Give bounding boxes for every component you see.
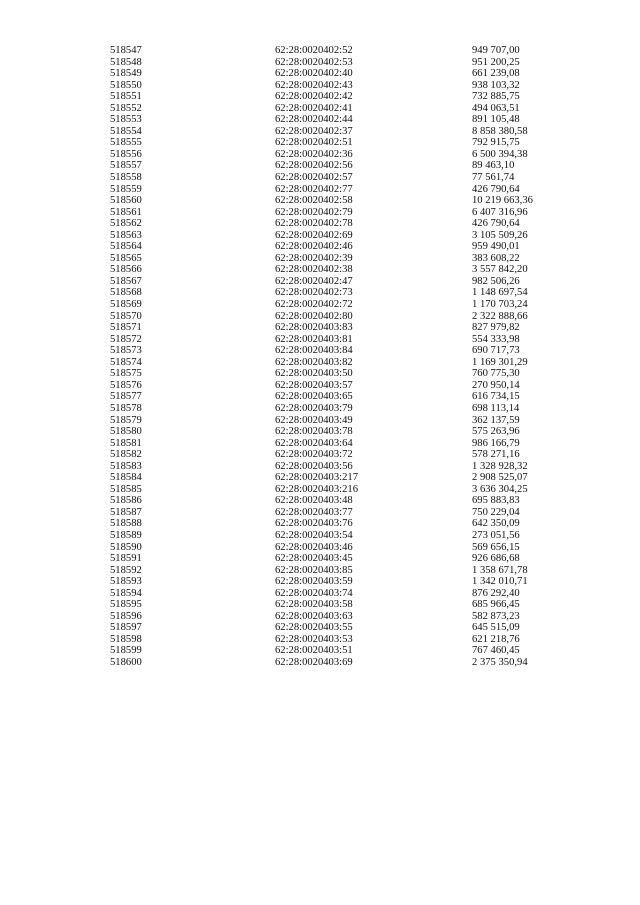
cadastral-number: 62:28:0020402:56 <box>275 160 353 172</box>
table-row <box>110 253 570 265</box>
row-number: 518557 <box>110 160 142 172</box>
cadastral-number: 62:28:0020402:43 <box>275 79 353 91</box>
cadastral-number: 62:28:0020403:216 <box>275 483 358 495</box>
row-number: 518551 <box>110 91 142 103</box>
row-number: 518587 <box>110 506 142 518</box>
cadastral-number: 62:28:0020402:58 <box>275 195 353 207</box>
table-row <box>110 426 570 438</box>
cadastral-number: 62:28:0020403:63 <box>275 610 353 622</box>
cadastral-number: 62:28:0020403:57 <box>275 379 353 391</box>
cadastral-value: 3 557 842,20 <box>472 264 528 276</box>
cadastral-value: 3 636 304,25 <box>472 483 528 495</box>
cadastral-value: 616 734,15 <box>472 391 520 403</box>
cadastral-value: 760 775,30 <box>472 368 520 380</box>
cadastral-value: 959 490,01 <box>472 241 520 253</box>
cadastral-number: 62:28:0020402:47 <box>275 275 353 287</box>
table-row <box>110 322 570 334</box>
table-row <box>110 565 570 577</box>
table-row <box>110 495 570 507</box>
cadastral-number: 62:28:0020403:85 <box>275 564 353 576</box>
row-number: 518555 <box>110 137 142 149</box>
table-row <box>110 126 570 138</box>
table-row <box>110 45 570 57</box>
cadastral-number: 62:28:0020403:74 <box>275 587 353 599</box>
cadastral-value: 951 200,25 <box>472 56 520 68</box>
cadastral-number: 62:28:0020403:54 <box>275 529 353 541</box>
row-number: 518600 <box>110 656 142 668</box>
cadastral-number: 62:28:0020403:84 <box>275 345 353 357</box>
row-number: 518554 <box>110 125 142 137</box>
cadastral-value: 582 873,23 <box>472 610 520 622</box>
table-row <box>110 345 570 357</box>
table-row <box>110 599 570 611</box>
cadastral-number: 62:28:0020403:76 <box>275 518 353 530</box>
table-row <box>110 68 570 80</box>
table-row <box>110 241 570 253</box>
row-number: 518593 <box>110 576 142 588</box>
cadastral-value: 383 608,22 <box>472 252 520 264</box>
cadastral-number: 62:28:0020403:49 <box>275 414 353 426</box>
cadastral-value: 926 686,68 <box>472 553 520 565</box>
cadastral-value: 698 113,14 <box>472 402 520 414</box>
table-row <box>110 449 570 461</box>
cadastral-value: 876 292,40 <box>472 587 520 599</box>
table-row <box>110 287 570 299</box>
table-row <box>110 622 570 634</box>
table-row <box>110 588 570 600</box>
table-row <box>110 542 570 554</box>
row-number: 518577 <box>110 391 142 403</box>
row-number: 518558 <box>110 172 142 184</box>
table-row <box>110 461 570 473</box>
cadastral-value: 270 950,14 <box>472 379 520 391</box>
row-number: 518595 <box>110 599 142 611</box>
cadastral-value: 792 915,75 <box>472 137 520 149</box>
row-number: 518568 <box>110 287 142 299</box>
row-number: 518550 <box>110 79 142 91</box>
cadastral-value: 690 717,73 <box>472 345 520 357</box>
row-number: 518579 <box>110 414 142 426</box>
cadastral-value: 2 908 525,07 <box>472 472 528 484</box>
row-number: 518553 <box>110 114 142 126</box>
cadastral-number: 62:28:0020402:77 <box>275 183 353 195</box>
cadastral-value: 661 239,08 <box>472 68 520 80</box>
cadastral-value: 89 463,10 <box>472 160 515 172</box>
cadastral-value: 827 979,82 <box>472 322 520 334</box>
cadastral-value-table <box>110 45 570 669</box>
table-row <box>110 415 570 427</box>
table-row <box>110 403 570 415</box>
table-row <box>110 57 570 69</box>
table-row <box>110 311 570 323</box>
table-row <box>110 645 570 657</box>
cadastral-value: 642 350,09 <box>472 518 520 530</box>
cadastral-number: 62:28:0020402:44 <box>275 114 353 126</box>
cadastral-value: 767 460,45 <box>472 645 520 657</box>
row-number: 518591 <box>110 553 142 565</box>
table-row <box>110 195 570 207</box>
cadastral-value: 569 656,15 <box>472 541 520 553</box>
cadastral-value: 273 051,56 <box>472 529 520 541</box>
cadastral-number: 62:28:0020403:51 <box>275 645 353 657</box>
cadastral-value: 77 561,74 <box>472 172 515 184</box>
cadastral-number: 62:28:0020402:42 <box>275 91 353 103</box>
table-row <box>110 172 570 184</box>
cadastral-number: 62:28:0020402:36 <box>275 148 353 160</box>
cadastral-value: 2 322 888,66 <box>472 310 528 322</box>
cadastral-number: 62:28:0020402:39 <box>275 252 353 264</box>
cadastral-value: 732 885,75 <box>472 91 520 103</box>
row-number: 518576 <box>110 379 142 391</box>
table-row <box>110 230 570 242</box>
cadastral-number: 62:28:0020403:46 <box>275 541 353 553</box>
cadastral-value: 362 137,59 <box>472 414 520 426</box>
table-row <box>110 299 570 311</box>
cadastral-number: 62:28:0020403:58 <box>275 599 353 611</box>
row-number: 518572 <box>110 333 142 345</box>
cadastral-number: 62:28:0020402:57 <box>275 172 353 184</box>
cadastral-number: 62:28:0020402:72 <box>275 299 353 311</box>
row-number: 518585 <box>110 483 142 495</box>
cadastral-value: 685 966,45 <box>472 599 520 611</box>
cadastral-value: 986 166,79 <box>472 437 520 449</box>
table-row <box>110 611 570 623</box>
row-number: 518599 <box>110 645 142 657</box>
row-number: 518565 <box>110 252 142 264</box>
row-number: 518573 <box>110 345 142 357</box>
row-number: 518560 <box>110 195 142 207</box>
cadastral-number: 62:28:0020403:59 <box>275 576 353 588</box>
cadastral-value: 578 271,16 <box>472 449 520 461</box>
cadastral-value: 695 883,83 <box>472 495 520 507</box>
table-row <box>110 91 570 103</box>
table-row <box>110 576 570 588</box>
row-number: 518564 <box>110 241 142 253</box>
row-number: 518548 <box>110 56 142 68</box>
cadastral-number: 62:28:0020403:65 <box>275 391 353 403</box>
cadastral-number: 62:28:0020402:53 <box>275 56 353 68</box>
cadastral-number: 62:28:0020402:46 <box>275 241 353 253</box>
row-number: 518588 <box>110 518 142 530</box>
cadastral-value: 982 506,26 <box>472 275 520 287</box>
row-number: 518547 <box>110 45 142 56</box>
cadastral-value: 1 169 301,29 <box>472 356 528 368</box>
row-number: 518584 <box>110 472 142 484</box>
row-number: 518580 <box>110 426 142 438</box>
cadastral-number: 62:28:0020403:45 <box>275 553 353 565</box>
table-row <box>110 264 570 276</box>
table-row <box>110 80 570 92</box>
table-row <box>110 368 570 380</box>
row-number: 518597 <box>110 622 142 634</box>
table-row <box>110 380 570 392</box>
row-number: 518552 <box>110 102 142 114</box>
row-number: 518589 <box>110 529 142 541</box>
cadastral-value: 1 328 928,32 <box>472 460 528 472</box>
cadastral-number: 62:28:0020403:83 <box>275 322 353 334</box>
table-row <box>110 334 570 346</box>
cadastral-value: 938 103,32 <box>472 79 520 91</box>
row-number: 518586 <box>110 495 142 507</box>
cadastral-number: 62:28:0020403:48 <box>275 495 353 507</box>
cadastral-value: 645 515,09 <box>472 622 520 634</box>
cadastral-value: 949 707,00 <box>472 45 520 56</box>
row-number: 518596 <box>110 610 142 622</box>
row-number: 518563 <box>110 229 142 241</box>
table-row <box>110 484 570 496</box>
table-row <box>110 218 570 230</box>
table-row <box>110 103 570 115</box>
cadastral-value: 1 358 671,78 <box>472 564 528 576</box>
table-row <box>110 160 570 172</box>
cadastral-value: 554 333,98 <box>472 333 520 345</box>
cadastral-number: 62:28:0020403:72 <box>275 449 353 461</box>
row-number: 518561 <box>110 206 142 218</box>
cadastral-number: 62:28:0020403:55 <box>275 622 353 634</box>
cadastral-number: 62:28:0020402:41 <box>275 102 353 114</box>
cadastral-number: 62:28:0020403:50 <box>275 368 353 380</box>
cadastral-value: 1 342 010,71 <box>472 576 528 588</box>
table-row <box>110 207 570 219</box>
cadastral-number: 62:28:0020402:52 <box>275 45 353 56</box>
row-number: 518574 <box>110 356 142 368</box>
cadastral-number: 62:28:0020402:37 <box>275 125 353 137</box>
cadastral-number: 62:28:0020403:56 <box>275 460 353 472</box>
cadastral-value: 6 407 316,96 <box>472 206 528 218</box>
table-row <box>110 472 570 484</box>
cadastral-number: 62:28:0020403:82 <box>275 356 353 368</box>
cadastral-value: 6 500 394,38 <box>472 148 528 160</box>
cadastral-value: 10 219 663,36 <box>472 195 533 207</box>
row-number: 518581 <box>110 437 142 449</box>
cadastral-number: 62:28:0020403:69 <box>275 656 353 668</box>
cadastral-number: 62:28:0020402:78 <box>275 218 353 230</box>
cadastral-value: 750 229,04 <box>472 506 520 518</box>
cadastral-value: 3 105 509,26 <box>472 229 528 241</box>
row-number: 518559 <box>110 183 142 195</box>
cadastral-value: 1 148 697,54 <box>472 287 528 299</box>
row-number: 518567 <box>110 275 142 287</box>
table-row <box>110 530 570 542</box>
cadastral-number: 62:28:0020402:73 <box>275 287 353 299</box>
cadastral-number: 62:28:0020402:79 <box>275 206 353 218</box>
row-number: 518562 <box>110 218 142 230</box>
table-row <box>110 391 570 403</box>
cadastral-value: 8 858 380,58 <box>472 125 528 137</box>
cadastral-value: 621 218,76 <box>472 633 520 645</box>
cadastral-number: 62:28:0020403:78 <box>275 426 353 438</box>
row-number: 518594 <box>110 587 142 599</box>
row-number: 518549 <box>110 68 142 80</box>
cadastral-number: 62:28:0020403:81 <box>275 333 353 345</box>
cadastral-number: 62:28:0020403:64 <box>275 437 353 449</box>
row-number: 518566 <box>110 264 142 276</box>
row-number: 518578 <box>110 402 142 414</box>
table-row <box>110 507 570 519</box>
cadastral-number: 62:28:0020403:217 <box>275 472 358 484</box>
table-row <box>110 184 570 196</box>
cadastral-number: 62:28:0020402:40 <box>275 68 353 80</box>
row-number: 518583 <box>110 460 142 472</box>
table-row <box>110 149 570 161</box>
table-row <box>110 657 570 669</box>
row-number: 518570 <box>110 310 142 322</box>
row-number: 518571 <box>110 322 142 334</box>
table-row <box>110 553 570 565</box>
cadastral-value: 1 170 703,24 <box>472 299 528 311</box>
table-row <box>110 357 570 369</box>
row-number: 518556 <box>110 148 142 160</box>
row-number: 518598 <box>110 633 142 645</box>
cadastral-number: 62:28:0020402:80 <box>275 310 353 322</box>
cadastral-value: 494 063,51 <box>472 102 520 114</box>
cadastral-number: 62:28:0020403:53 <box>275 633 353 645</box>
cadastral-number: 62:28:0020403:79 <box>275 402 353 414</box>
table-row <box>110 518 570 530</box>
table-row <box>110 137 570 149</box>
table-row <box>110 634 570 646</box>
row-number: 518590 <box>110 541 142 553</box>
table-row <box>110 114 570 126</box>
row-number: 518575 <box>110 368 142 380</box>
cadastral-value: 426 790,64 <box>472 183 520 195</box>
cadastral-value: 2 375 350,94 <box>472 656 528 668</box>
cadastral-number: 62:28:0020402:69 <box>275 229 353 241</box>
cadastral-value: 891 105,48 <box>472 114 520 126</box>
cadastral-number: 62:28:0020403:77 <box>275 506 353 518</box>
table-row <box>110 438 570 450</box>
cadastral-number: 62:28:0020402:38 <box>275 264 353 276</box>
row-number: 518582 <box>110 449 142 461</box>
table-row <box>110 276 570 288</box>
cadastral-value: 575 263,96 <box>472 426 520 438</box>
row-number: 518592 <box>110 564 142 576</box>
cadastral-number: 62:28:0020402:51 <box>275 137 353 149</box>
cadastral-value: 426 790,64 <box>472 218 520 230</box>
row-number: 518569 <box>110 299 142 311</box>
